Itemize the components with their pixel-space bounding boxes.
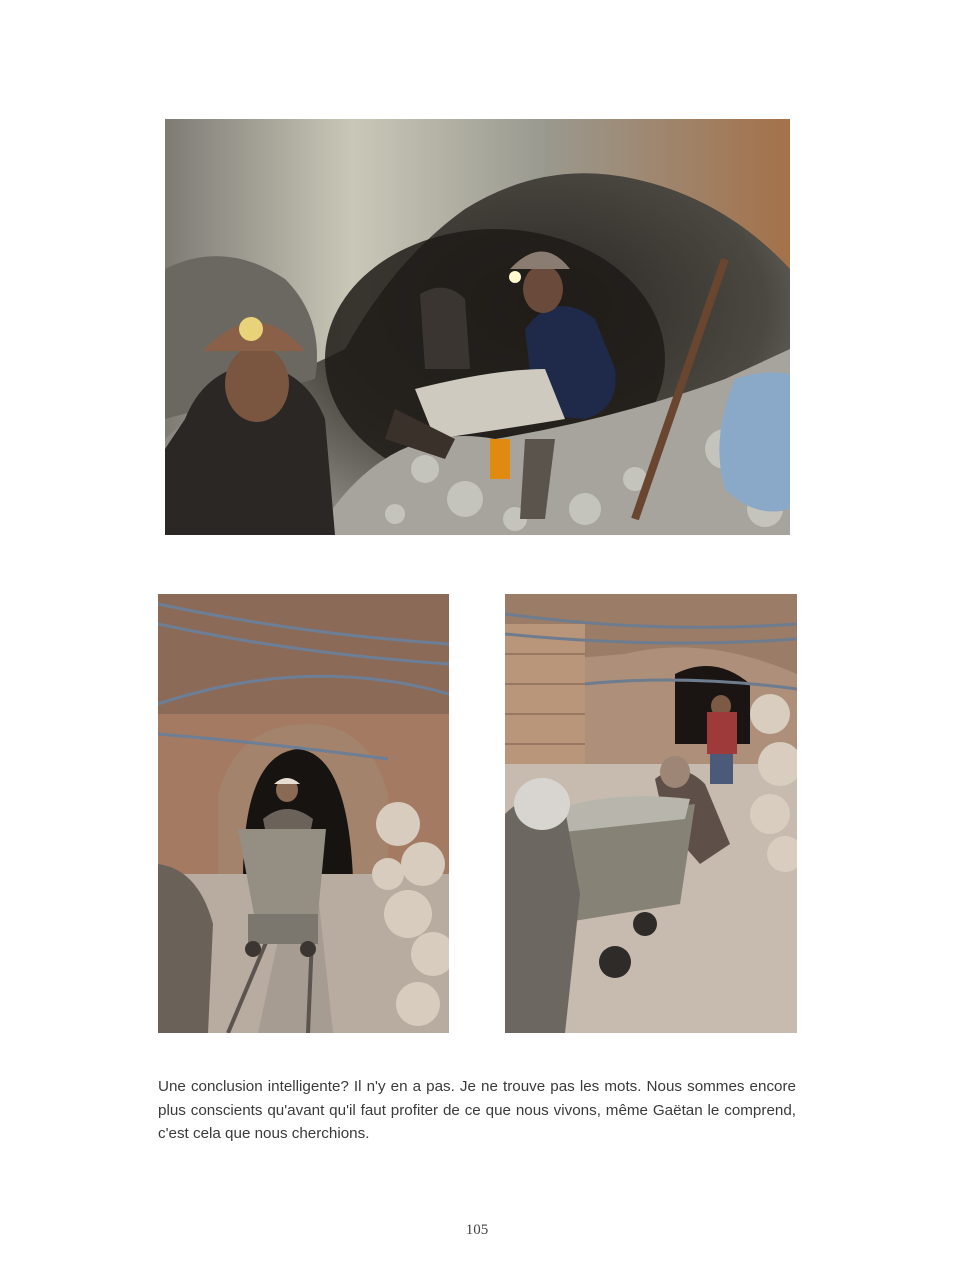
photo-miners-in-tunnel [165,119,790,535]
body-paragraph: Une conclusion intelligente? Il n'y en a pas. Je ne trouve pas les mots. Nous sommes encore plus conscients qu'avant qu'il faut profiter de ce que nous vivons, même Gaëtan le comprend, c'est cela que nous cherchions. [158,1078,796,1142]
photo-miner-pushing-cart [158,594,449,1033]
photo-miners-pushing-loaded-cart [505,594,797,1033]
page-number: 105 [465,1222,489,1238]
